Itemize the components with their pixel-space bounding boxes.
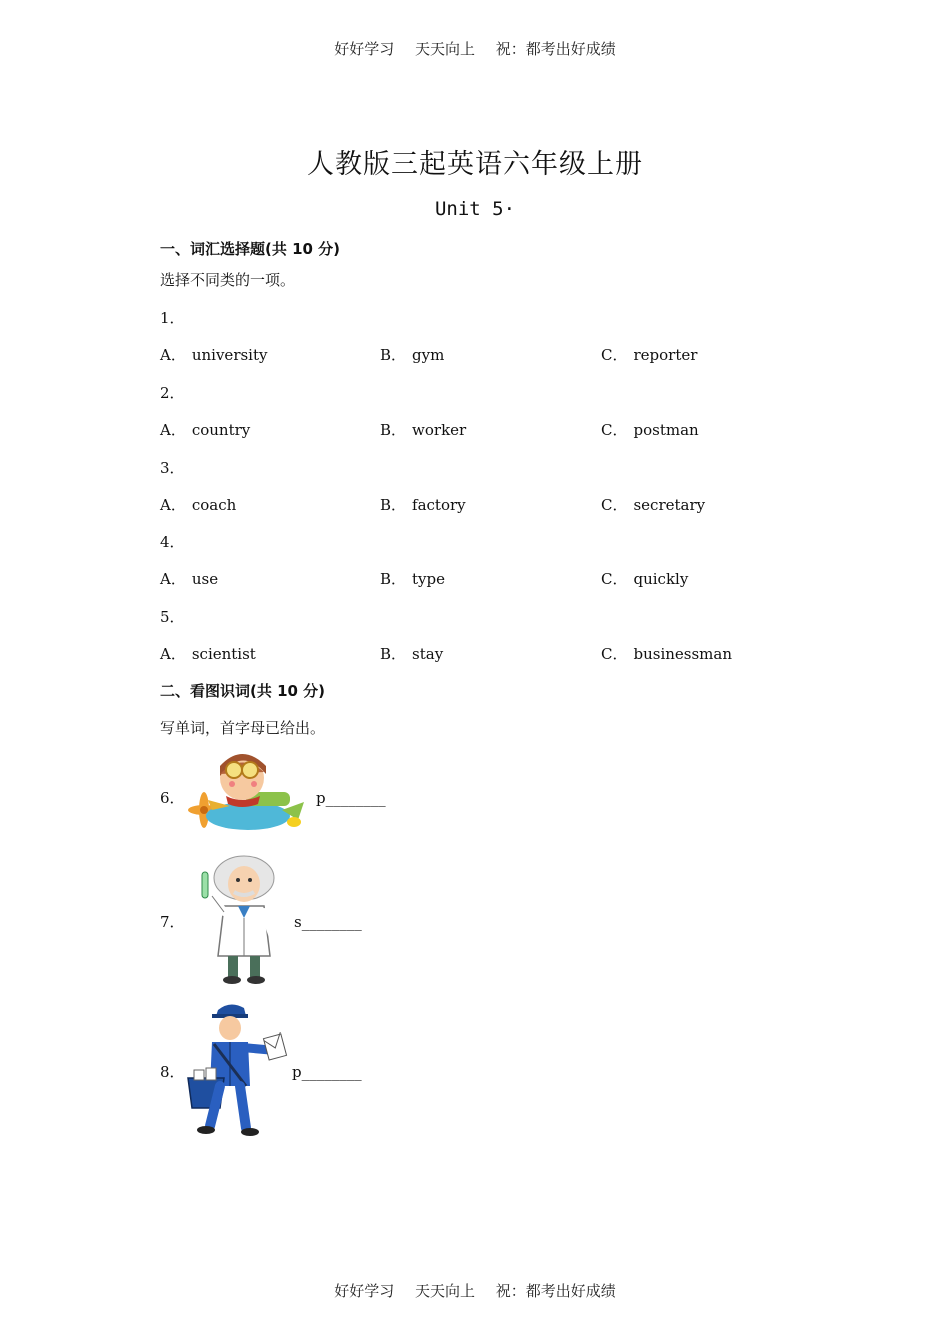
option-b [380, 344, 444, 365]
section2-instruction: 写单词，首字母已给出。 [160, 719, 326, 737]
header-right: 祝：都考出好成绩 [495, 40, 616, 58]
option-a [160, 643, 256, 664]
option-letter: A． [160, 346, 186, 364]
page-subtitle: Unit 5· [434, 198, 516, 220]
option-b [380, 568, 445, 589]
option-text: use [191, 570, 219, 588]
option-c [601, 643, 732, 664]
answer-blank[interactable]: p________ [292, 1063, 362, 1081]
option-letter: C． [601, 496, 628, 514]
question-number: 3． [160, 459, 185, 477]
option-letter: A． [160, 496, 186, 514]
option-text: stay [412, 645, 444, 663]
section1-instruction: 选择不同类的一项。 [160, 271, 296, 289]
option-letter: A． [160, 421, 186, 439]
page-footer [0, 1280, 950, 1301]
question-number: 1． [160, 309, 185, 327]
page-header [0, 38, 950, 59]
option-letter: B． [380, 421, 407, 439]
option-c [601, 344, 697, 365]
option-text: reporter [633, 346, 698, 364]
postman-picture [184, 1000, 288, 1140]
question-number: 5． [160, 608, 185, 626]
question-number: 4． [160, 533, 185, 551]
option-letter: C． [601, 346, 628, 364]
option-text: factory [412, 496, 466, 514]
footer-left: 好好学习 [334, 1282, 395, 1300]
option-text: country [191, 421, 251, 439]
option-text: postman [633, 421, 699, 439]
answer-blank[interactable]: p________ [316, 789, 386, 807]
option-letter: B． [380, 346, 407, 364]
answer-blank[interactable]: s________ [294, 913, 362, 931]
option-text: scientist [191, 645, 256, 663]
header-middle: 天天向上 [414, 40, 475, 58]
footer-right: 祝：都考出好成绩 [495, 1282, 616, 1300]
option-letter: B． [380, 496, 407, 514]
header-left: 好好学习 [334, 40, 395, 58]
option-letter: B． [380, 570, 407, 588]
option-b [380, 419, 466, 440]
option-letter: A． [160, 645, 186, 663]
option-c [601, 494, 705, 515]
option-text: secretary [633, 496, 706, 514]
option-text: type [412, 570, 446, 588]
question-number: 6． [160, 789, 185, 807]
question-number: 7． [160, 913, 185, 931]
option-text: coach [191, 496, 237, 514]
option-text: businessman [633, 645, 733, 663]
option-text: worker [412, 421, 467, 439]
option-c [601, 568, 688, 589]
option-letter: C． [601, 421, 628, 439]
option-letter: C． [601, 645, 628, 663]
option-text: quickly [633, 570, 689, 588]
option-a [160, 568, 218, 589]
page-title: 人教版三起英语六年级上册 [307, 149, 643, 180]
scientist-picture [190, 852, 286, 986]
option-text: gym [412, 346, 445, 364]
section2-heading: 二、看图识词(共 10 分) [160, 682, 326, 700]
option-c [601, 419, 699, 440]
option-b [380, 643, 443, 664]
option-b [380, 494, 466, 515]
section1-heading: 一、词汇选择题(共 10 分) [160, 240, 341, 258]
option-text: university [191, 346, 268, 364]
option-letter: B． [380, 645, 407, 663]
option-letter: C． [601, 570, 628, 588]
footer-middle: 天天向上 [414, 1282, 475, 1300]
question-number: 2． [160, 384, 185, 402]
question-number: 8． [160, 1063, 185, 1081]
option-a [160, 494, 236, 515]
option-a [160, 419, 250, 440]
pilot-picture [186, 748, 306, 840]
option-letter: A． [160, 570, 186, 588]
option-a [160, 344, 267, 365]
